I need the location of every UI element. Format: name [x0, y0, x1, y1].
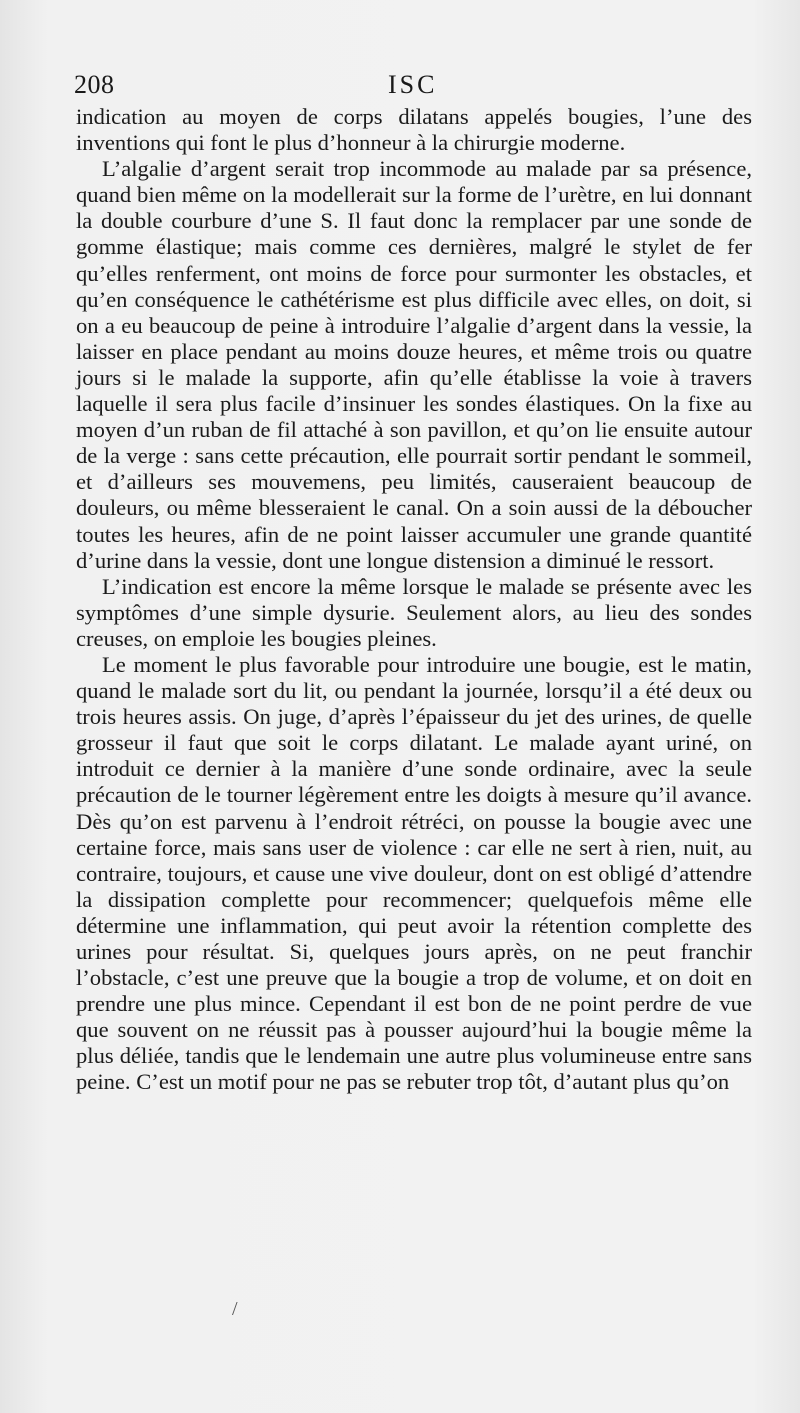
paragraph-algalie: L’algalie d’argent serait trop incommode au malade par sa présence, quand bien même on la modellerait sur la forme de l’urètre, en lui donnant la double courbure d’une S. Il faut donc la remplacer par une sonde de gomme élastique; mais comme ces dernières, malgré le stylet de fer qu’elles renferment, ont moins de force pour surmonter les obstacles, et qu’en conséquence le cathétérisme est plus difficile avec elles, on doit, si on a eu beaucoup de peine à introduire l’algalie d’argent dans la vessie, la laisser en place pendant au moins douze heures, et même trois ou quatre jours si le malade la supporte, afin qu’elle établisse la voie à travers laquelle il sera plus facile d’insinuer les sondes élastiques. On la fixe au moyen d’un ruban de fil attaché à son pavillon, et qu’on lie ensuite autour de la verge : sans cette précaution, elle pourrait sortir pendant le sommeil, et d’ailleurs ses mouvemens, peu limités, causeraient beaucoup de douleurs, ou même blesseraient le canal. On a soin aussi de la déboucher toutes les heures, afin de ne point laisser accumuler une grande quantité d’urine dans la vessie, dont une longue distension a diminué le ressort. — [76, 156, 752, 573]
paragraph-bougie: Le moment le plus favorable pour introduire une bougie, est le matin, quand le malade sort du lit, ou pendant la journée, lorsqu’il a été deux ou trois heures assis. On juge, d’après l’épaisseur du jet des urines, de quelle grosseur il faut que soit le corps dilatant. Le malade ayant uriné, on introduit ce dernier à la manière d’une sonde ordinaire, avec la seule précaution de le tourner légèrement entre les doigts à mesure qu’il avance. Dès qu’on est parvenu à l’endroit rétréci, on pousse la bougie avec une certaine force, mais sans user de violence : car elle ne sert à rien, nuit, au contraire, toujours, et cause une vive douleur, dont on est obligé d’attendre la dissipation complette pour recommencer; quelquefois même elle détermine une inflammation, qui peut avoir la rétention complette des urines pour résultat. Si, quelques jours après, on ne peut franchir l’obstacle, c’est une preuve que la bougie a trop de volume, et on doit en prendre une plus mince. Cependant il est bon de ne point perdre de vue que souvent on ne réussit pas à pousser aujourd’hui la bougie même la plus déliée, tandis que le lendemain une autre plus volumineuse entre sans peine. C’est un motif pour ne pas se rebuter trop tôt, d’autant plus qu’on — [76, 651, 752, 1095]
paragraph-continuation: indication au moyen de corps dilatans appelés bougies, l’une des inventions qui font le plus d’honneur à la chirurgie moderne. — [76, 104, 752, 156]
running-head: ISC — [388, 70, 438, 99]
body-text — [76, 104, 752, 1096]
page-number: 208 — [74, 70, 115, 99]
paragraph-dysurie: L’indication est encore la même lorsque le malade se présente avec les symptômes d’une simple dysurie. Seulement alors, au lieu des sondes creuses, on emploie les bougies pleines. — [76, 573, 752, 651]
stray-ink-mark: / — [232, 1298, 238, 1320]
page-header — [74, 70, 754, 102]
